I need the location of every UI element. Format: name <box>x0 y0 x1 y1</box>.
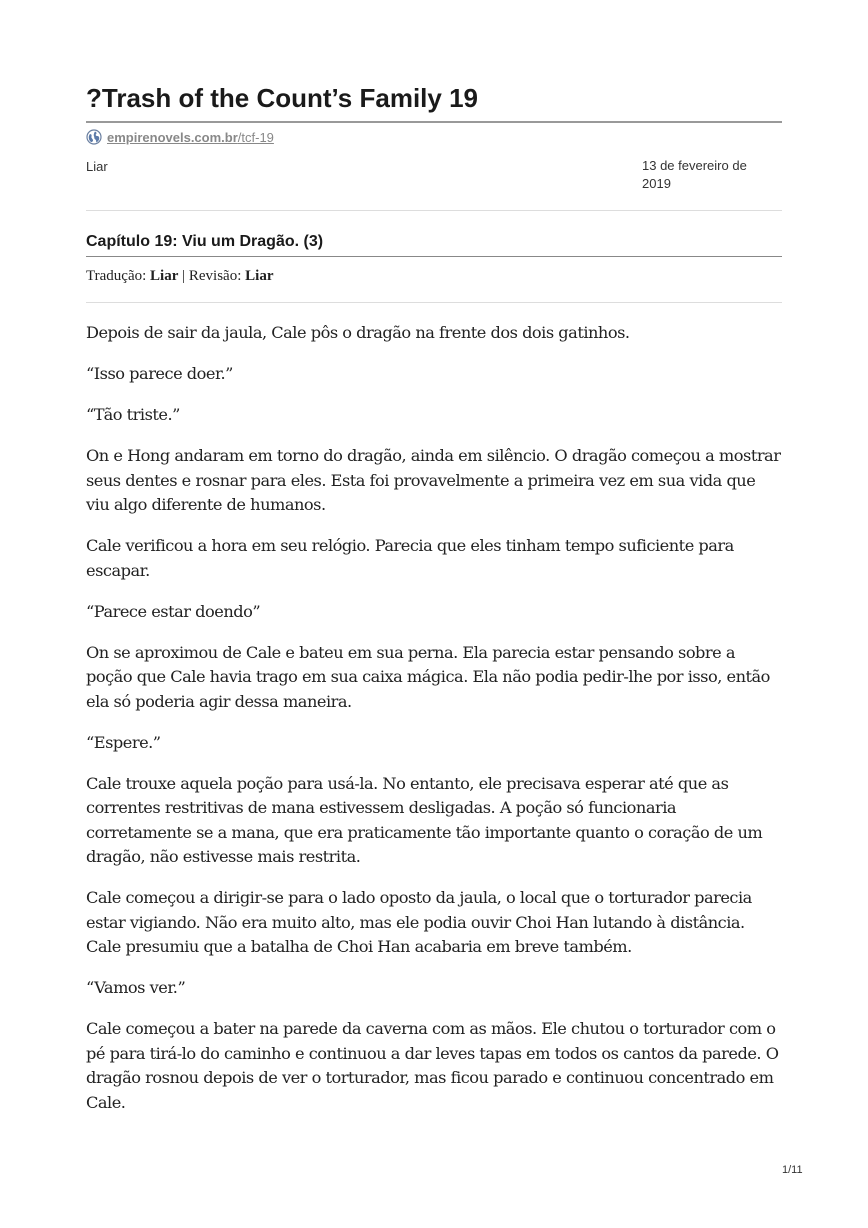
paragraph: Depois de sair da jaula, Cale pôs o dragão na frente dos dois gatinhos. <box>86 323 630 342</box>
credits-separator: | <box>182 268 186 284</box>
author-name: Liar <box>86 159 108 174</box>
source-domain[interactable]: empirenovels.com.br <box>107 129 238 145</box>
translator-name: Liar <box>150 268 179 284</box>
paragraph: On e Hong andaram em torno do dragão, ainda em silêncio. O dragão começou a mostrar seus dentes e rosnar para eles. Esta foi provavelmente a primeira vez em sua vida que viu algo diferente de humanos. <box>86 446 781 514</box>
page-title: ?Trash of the Count’s Family 19 <box>86 83 478 113</box>
paragraph: Cale começou a dirigir-se para o lado oposto da jaula, o local que o torturador parecia estar vigiando. Não era muito alto, mas ele podia ouvir Choi Han lutando à distância. Cale presumiu que a batalha de Choi Han acabaria em breve também. <box>86 888 752 956</box>
paragraph: “Espere.” <box>86 732 161 752</box>
chapter-body <box>86 321 782 1132</box>
source-link[interactable] <box>86 128 274 146</box>
publish-date: 13 de fevereiro de 2019 <box>642 158 747 191</box>
revision-label: Revisão: <box>188 268 242 284</box>
translation-label: Tradução: <box>86 268 147 284</box>
paragraph: On se aproximou de Cale e bateu em sua perna. Ela parecia estar pensando sobre a poção que Cale havia trago em sua caixa mágica. Ela não podia pedir-lhe por isso, então ela só poderia agir dessa maneira. <box>86 642 770 711</box>
credits-line <box>86 266 273 286</box>
source-path[interactable]: /tcf-19 <box>237 129 274 145</box>
globe-icon <box>86 129 102 145</box>
paragraph: Cale trouxe aquela poção para usá-la. No entanto, ele precisava esperar até que as correntes restritivas de mana estivessem desligadas. A poção só funcionaria corretamente se a mana, que era praticamente tão importante quanto o coração de um dragão, não estivesse mais restrita. <box>86 773 763 866</box>
paragraph: Cale começou a bater na parede da caverna com as mãos. Ele chutou o torturador com o pé para tirá-lo do caminho e continuou a dar leves tapas em todos os cantos da parede. O dragão rosnou depois de ver o torturador, mas ficou parado e continuou concentrado em Cale. <box>86 1019 779 1112</box>
chapter-title: Capítulo 19: Viu um Dragão. (3) <box>86 233 324 250</box>
paragraph: Cale verificou a hora em seu relógio. Parecia que eles tinham tempo suficiente para escapar. <box>86 536 734 580</box>
chapter-divider <box>86 256 782 257</box>
paragraph: “Parece estar doendo” <box>86 601 261 621</box>
meta-divider <box>86 210 782 211</box>
paragraph: “Tão triste.” <box>86 405 180 424</box>
credits-divider <box>86 302 782 303</box>
title-divider <box>86 121 782 123</box>
page-number: 1/11 <box>782 1164 803 1176</box>
paragraph: “Vamos ver.” <box>86 978 186 997</box>
reviser-name: Liar <box>245 268 274 284</box>
paragraph: “Isso parece doer.” <box>86 364 233 383</box>
